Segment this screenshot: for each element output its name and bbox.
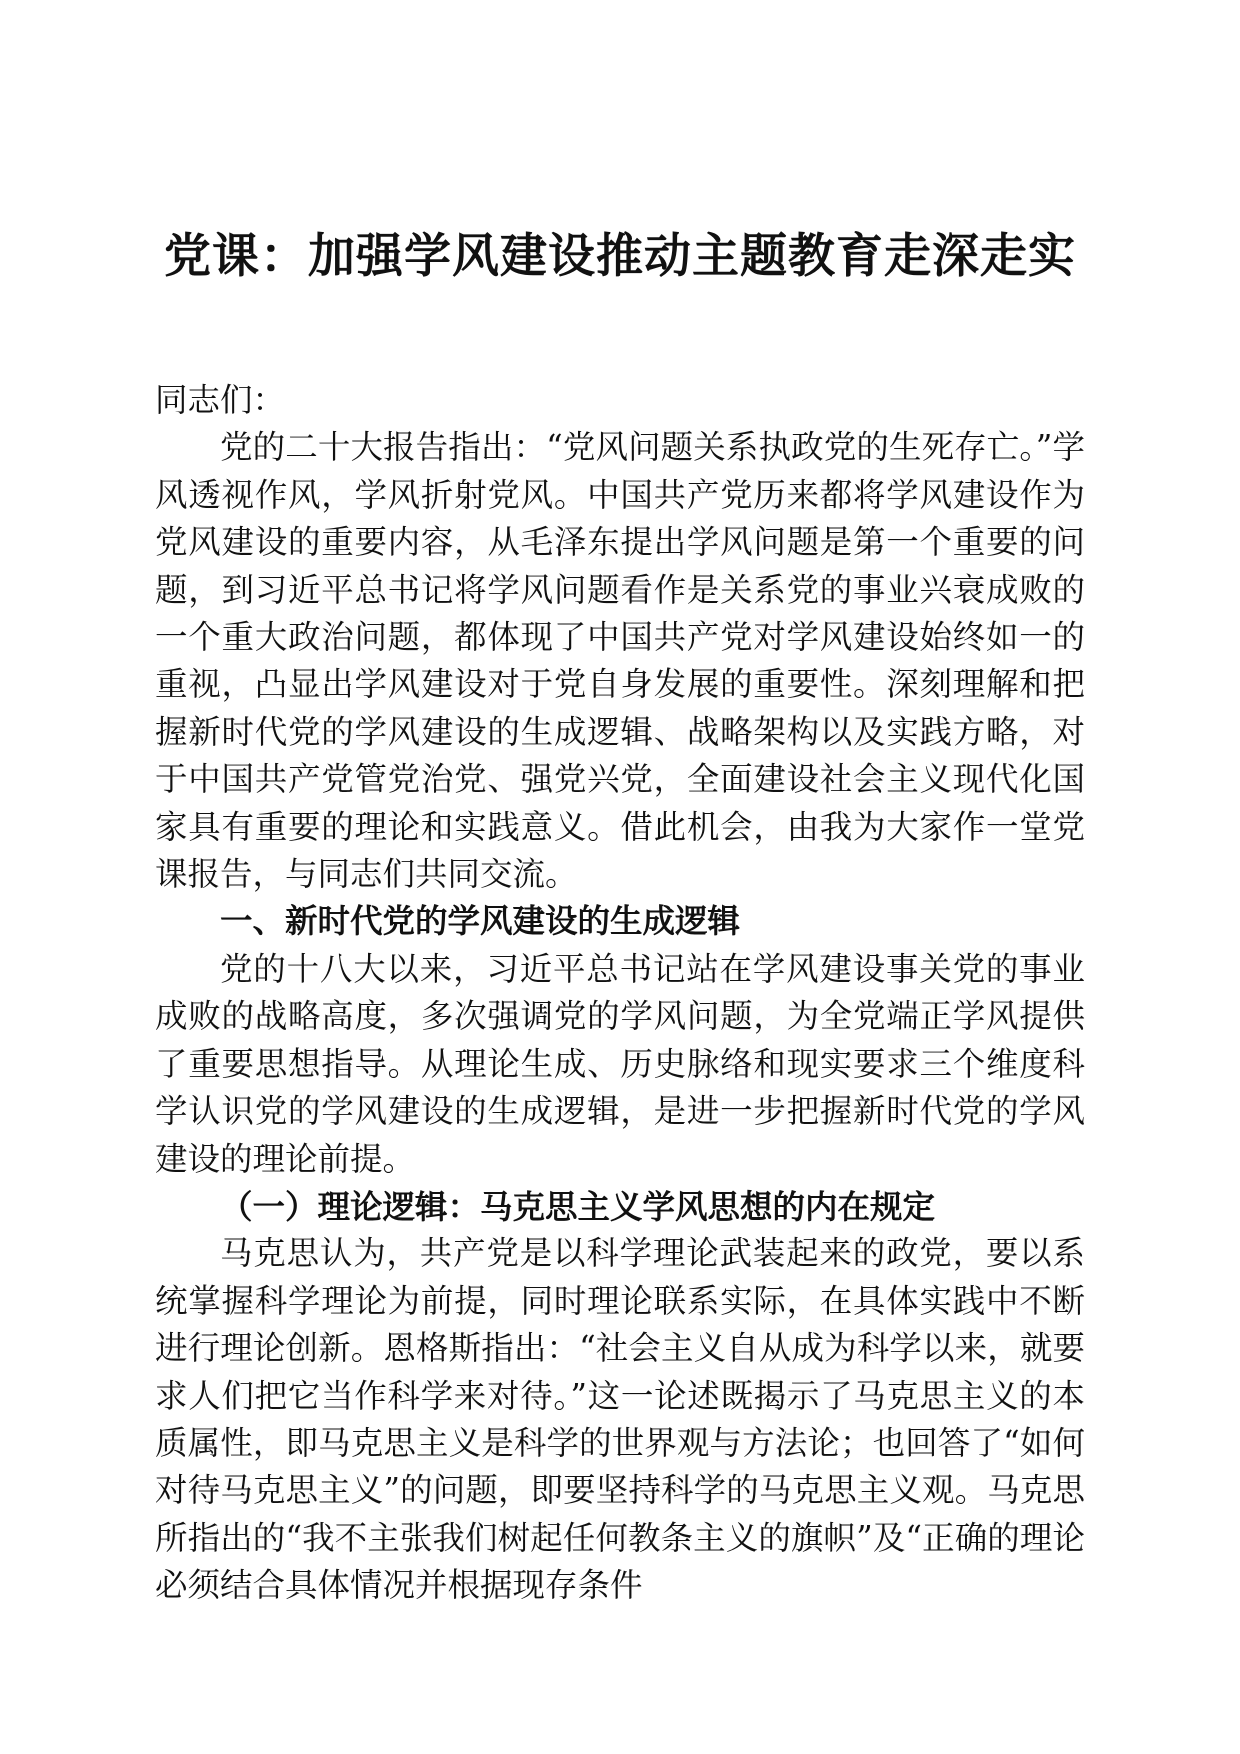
document-title: 党课：加强学风建设推动主题教育走深走实 (164, 229, 1076, 284)
subsection-1-paragraph: 马克思认为，共产党是以科学理论武装起来的政党，要以系统掌握科学理论为前提，同时理论联系实际，在具体实践中不断进行理论创新。恩格斯指出：“社会主义自从成为科学以来，就要求人们把它当作科学来对待。”这一论述既揭示了马克思主义的本质属性，即马克思主义是科学的世界观与方法论；也回答了“如何对待马克思主义”的问题，即要坚持科学的马克思主义观。马克思所指出的“我不主张我们树起任何教条主义的旗帜”及“正确的理论必须结合具体情况并根据现存条件 (155, 1234, 1085, 1605)
document-body (155, 377, 1085, 1610)
intro-paragraph: 党的二十大报告指出：“党风问题关系执政党的生死存亡。”学风透视作风，学风折射党风。中国共产党历来都将学风建设作为党风建设的重要内容，从毛泽东提出学风问题是第一个重要的问题，到习近平总书记将学风问题看作是关系党的事业兴衰成败的一个重大政治问题，都体现了中国共产党对学风建设始终如一的重视，凸显出学风建设对于党自身发展的重要性。深刻理解和把握新时代党的学风建设的生成逻辑、战略架构以及实践方略，对于中国共产党管党治党、强党兴党，全面建设社会主义现代化国家具有重要的理论和实践意义。借此机会，由我为大家作一堂党课报告，与同志们共同交流。 (155, 428, 1085, 894)
section-1-paragraph: 党的十八大以来，习近平总书记站在学风建设事关党的事业成败的战略高度，多次强调党的学风问题，为全党端正学风提供了重要思想指导。从理论生成、历史脉络和现实要求三个维度科学认识党的学风建设的生成逻辑，是进一步把握新时代党的学风建设的理论前提。 (155, 949, 1085, 1178)
subsection-heading-1: （一）理论逻辑：马克思主义学风思想的内在规定 (220, 1186, 936, 1226)
salutation: 同志们： (155, 381, 286, 419)
section-heading-1: 一、新时代党的学风建设的生成逻辑 (220, 902, 741, 941)
